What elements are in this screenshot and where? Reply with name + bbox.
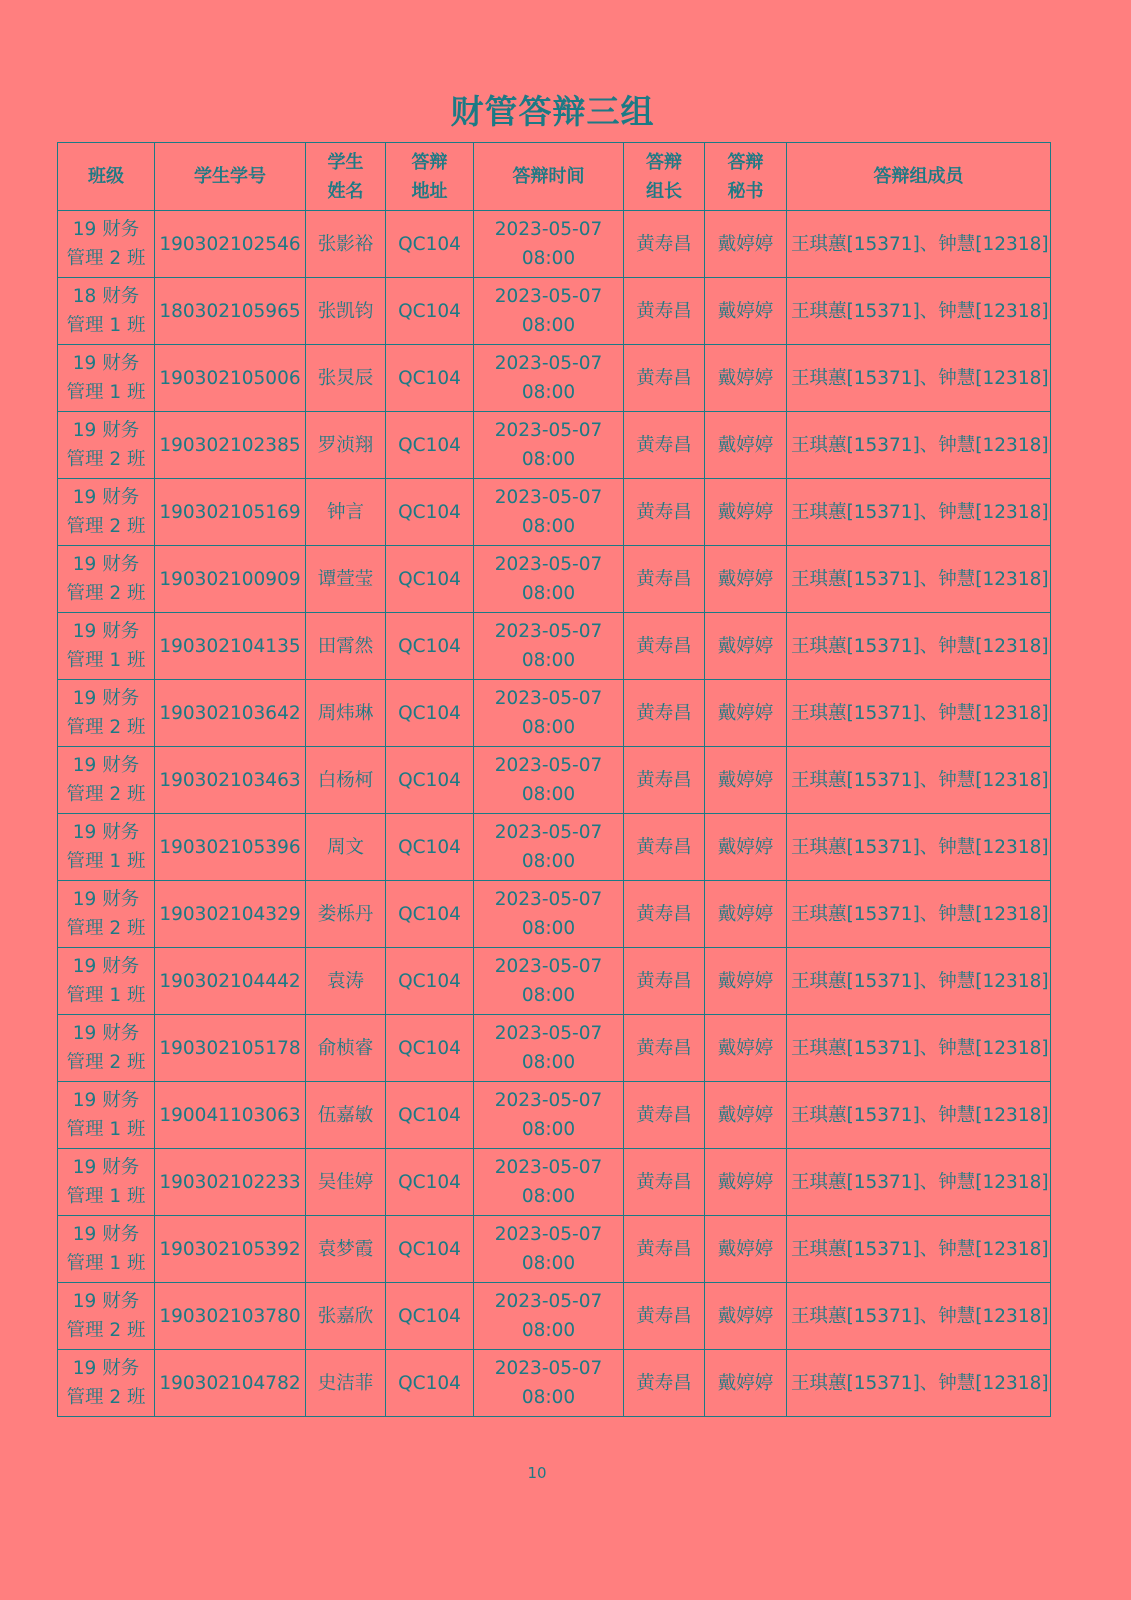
class-cell: 19 财务 管理 1 班 [58,1149,155,1216]
secretary-cell: 戴婷婷 [705,814,787,881]
leader-cell: 黄寿昌 [624,211,705,278]
leader-cell: 黄寿昌 [624,1216,705,1283]
location-cell: QC104 [386,278,474,345]
location-cell: QC104 [386,747,474,814]
location-cell: QC104 [386,613,474,680]
secretary-cell: 戴婷婷 [705,1283,787,1350]
header-student-name: 学生 姓名 [306,143,386,211]
location-cell: QC104 [386,1082,474,1149]
student-name-cell: 娄栎丹 [306,881,386,948]
location-cell: QC104 [386,345,474,412]
header-location: 答辩 地址 [386,143,474,211]
secretary-cell: 戴婷婷 [705,881,787,948]
location-cell: QC104 [386,1149,474,1216]
student-name-cell: 吴佳婷 [306,1149,386,1216]
leader-cell: 黄寿昌 [624,1082,705,1149]
leader-cell: 黄寿昌 [624,613,705,680]
student-id-cell: 190302105169 [155,479,306,546]
defense-time-cell: 2023-05-07 08:00 [474,1149,624,1216]
leader-cell: 黄寿昌 [624,747,705,814]
student-name-cell: 钟言 [306,479,386,546]
leader-cell: 黄寿昌 [624,1149,705,1216]
secretary-cell: 戴婷婷 [705,479,787,546]
members-cell: 王琪蕙[15371]、钟慧[12318] [787,1015,1051,1082]
location-cell: QC104 [386,479,474,546]
student-name-cell: 史洁菲 [306,1350,386,1417]
secretary-cell: 戴婷婷 [705,680,787,747]
members-cell: 王琪蕙[15371]、钟慧[12318] [787,1350,1051,1417]
page-number: 10 [527,1464,547,1482]
table-row [58,747,1051,814]
location-cell: QC104 [386,680,474,747]
members-cell: 王琪蕙[15371]、钟慧[12318] [787,278,1051,345]
class-cell: 19 财务 管理 1 班 [58,948,155,1015]
student-id-cell: 190302100909 [155,546,306,613]
leader-cell: 黄寿昌 [624,1350,705,1417]
student-id-cell: 190302104442 [155,948,306,1015]
student-name-cell: 袁梦霞 [306,1216,386,1283]
class-cell: 19 财务 管理 1 班 [58,613,155,680]
header-student-id: 学生学号 [155,143,306,211]
location-cell: QC104 [386,881,474,948]
student-name-cell: 张凯钧 [306,278,386,345]
table-body [58,211,1051,1417]
student-name-cell: 俞桢睿 [306,1015,386,1082]
secretary-cell: 戴婷婷 [705,747,787,814]
class-cell: 19 财务 管理 2 班 [58,1283,155,1350]
table-row [58,278,1051,345]
student-name-cell: 张影裕 [306,211,386,278]
location-cell: QC104 [386,948,474,1015]
members-cell: 王琪蕙[15371]、钟慧[12318] [787,412,1051,479]
student-id-cell: 190302102546 [155,211,306,278]
student-name-cell: 罗浈翔 [306,412,386,479]
student-name-cell: 田霄然 [306,613,386,680]
defense-time-cell: 2023-05-07 08:00 [474,1216,624,1283]
student-id-cell: 190302105392 [155,1216,306,1283]
table-row [58,412,1051,479]
class-cell: 19 财务 管理 1 班 [58,345,155,412]
table-row [58,211,1051,278]
table-row [58,613,1051,680]
student-name-cell: 周炜琳 [306,680,386,747]
leader-cell: 黄寿昌 [624,948,705,1015]
leader-cell: 黄寿昌 [624,814,705,881]
members-cell: 王琪蕙[15371]、钟慧[12318] [787,814,1051,881]
student-id-cell: 190302104329 [155,881,306,948]
members-cell: 王琪蕙[15371]、钟慧[12318] [787,479,1051,546]
student-name-cell: 张炅辰 [306,345,386,412]
student-id-cell: 190302105006 [155,345,306,412]
header-time: 答辩时间 [474,143,624,211]
student-name-cell: 张嘉欣 [306,1283,386,1350]
class-cell: 19 财务 管理 1 班 [58,1082,155,1149]
defense-time-cell: 2023-05-07 08:00 [474,1015,624,1082]
defense-time-cell: 2023-05-07 08:00 [474,546,624,613]
leader-cell: 黄寿昌 [624,412,705,479]
defense-time-cell: 2023-05-07 08:00 [474,613,624,680]
table-row [58,1350,1051,1417]
table-row [58,948,1051,1015]
location-cell: QC104 [386,211,474,278]
defense-time-cell: 2023-05-07 08:00 [474,412,624,479]
student-id-cell: 190302103780 [155,1283,306,1350]
student-name-cell: 周文 [306,814,386,881]
header-members: 答辩组成员 [787,143,1051,211]
student-name-cell: 袁涛 [306,948,386,1015]
defense-schedule-table [57,142,1051,1417]
location-cell: QC104 [386,1283,474,1350]
leader-cell: 黄寿昌 [624,345,705,412]
members-cell: 王琪蕙[15371]、钟慧[12318] [787,546,1051,613]
header-leader: 答辩 组长 [624,143,705,211]
table-row [58,881,1051,948]
secretary-cell: 戴婷婷 [705,278,787,345]
class-cell: 19 财务 管理 2 班 [58,1350,155,1417]
leader-cell: 黄寿昌 [624,546,705,613]
secretary-cell: 戴婷婷 [705,412,787,479]
members-cell: 王琪蕙[15371]、钟慧[12318] [787,1082,1051,1149]
table-row [58,680,1051,747]
class-cell: 19 财务 管理 2 班 [58,881,155,948]
secretary-cell: 戴婷婷 [705,613,787,680]
class-cell: 19 财务 管理 2 班 [58,680,155,747]
class-cell: 19 财务 管理 2 班 [58,479,155,546]
defense-time-cell: 2023-05-07 08:00 [474,1350,624,1417]
student-id-cell: 190302102385 [155,412,306,479]
members-cell: 王琪蕙[15371]、钟慧[12318] [787,345,1051,412]
secretary-cell: 戴婷婷 [705,1082,787,1149]
header-class: 班级 [58,143,155,211]
defense-time-cell: 2023-05-07 08:00 [474,345,624,412]
student-id-cell: 190302104135 [155,613,306,680]
members-cell: 王琪蕙[15371]、钟慧[12318] [787,948,1051,1015]
leader-cell: 黄寿昌 [624,479,705,546]
table-row [58,546,1051,613]
class-cell: 19 财务 管理 2 班 [58,211,155,278]
table-row [58,1149,1051,1216]
student-id-cell: 190302103642 [155,680,306,747]
class-cell: 18 财务 管理 1 班 [58,278,155,345]
student-id-cell: 190302102233 [155,1149,306,1216]
class-cell: 19 财务 管理 2 班 [58,747,155,814]
student-name-cell: 白杨柯 [306,747,386,814]
class-cell: 19 财务 管理 2 班 [58,1015,155,1082]
defense-time-cell: 2023-05-07 08:00 [474,680,624,747]
class-cell: 19 财务 管理 1 班 [58,814,155,881]
secretary-cell: 戴婷婷 [705,1216,787,1283]
table-row [58,479,1051,546]
defense-time-cell: 2023-05-07 08:00 [474,211,624,278]
student-name-cell: 谭萱莹 [306,546,386,613]
class-cell: 19 财务 管理 2 班 [58,412,155,479]
location-cell: QC104 [386,1350,474,1417]
location-cell: QC104 [386,412,474,479]
table-row [58,814,1051,881]
leader-cell: 黄寿昌 [624,680,705,747]
leader-cell: 黄寿昌 [624,1283,705,1350]
members-cell: 王琪蕙[15371]、钟慧[12318] [787,1283,1051,1350]
members-cell: 王琪蕙[15371]、钟慧[12318] [787,881,1051,948]
student-id-cell: 180302105965 [155,278,306,345]
defense-time-cell: 2023-05-07 08:00 [474,1283,624,1350]
table-row [58,1015,1051,1082]
table-row [58,1283,1051,1350]
defense-time-cell: 2023-05-07 08:00 [474,479,624,546]
location-cell: QC104 [386,1216,474,1283]
student-id-cell: 190302105178 [155,1015,306,1082]
members-cell: 王琪蕙[15371]、钟慧[12318] [787,613,1051,680]
table-row [58,1216,1051,1283]
defense-time-cell: 2023-05-07 08:00 [474,948,624,1015]
page-title: 财管答辩三组 [450,92,655,131]
class-cell: 19 财务 管理 2 班 [58,546,155,613]
defense-time-cell: 2023-05-07 08:00 [474,747,624,814]
members-cell: 王琪蕙[15371]、钟慧[12318] [787,747,1051,814]
leader-cell: 黄寿昌 [624,278,705,345]
location-cell: QC104 [386,546,474,613]
leader-cell: 黄寿昌 [624,881,705,948]
secretary-cell: 戴婷婷 [705,1149,787,1216]
secretary-cell: 戴婷婷 [705,1015,787,1082]
secretary-cell: 戴婷婷 [705,211,787,278]
defense-time-cell: 2023-05-07 08:00 [474,881,624,948]
location-cell: QC104 [386,814,474,881]
header-secretary: 答辩 秘书 [705,143,787,211]
table-header-row [58,143,1051,211]
secretary-cell: 戴婷婷 [705,1350,787,1417]
secretary-cell: 戴婷婷 [705,345,787,412]
student-id-cell: 190302103463 [155,747,306,814]
student-id-cell: 190302105396 [155,814,306,881]
secretary-cell: 戴婷婷 [705,948,787,1015]
leader-cell: 黄寿昌 [624,1015,705,1082]
members-cell: 王琪蕙[15371]、钟慧[12318] [787,1216,1051,1283]
location-cell: QC104 [386,1015,474,1082]
student-id-cell: 190302104782 [155,1350,306,1417]
table-row [58,345,1051,412]
defense-time-cell: 2023-05-07 08:00 [474,1082,624,1149]
table-row [58,1082,1051,1149]
members-cell: 王琪蕙[15371]、钟慧[12318] [787,211,1051,278]
secretary-cell: 戴婷婷 [705,546,787,613]
members-cell: 王琪蕙[15371]、钟慧[12318] [787,680,1051,747]
members-cell: 王琪蕙[15371]、钟慧[12318] [787,1149,1051,1216]
class-cell: 19 财务 管理 1 班 [58,1216,155,1283]
student-id-cell: 190041103063 [155,1082,306,1149]
defense-time-cell: 2023-05-07 08:00 [474,278,624,345]
student-name-cell: 伍嘉敏 [306,1082,386,1149]
defense-time-cell: 2023-05-07 08:00 [474,814,624,881]
